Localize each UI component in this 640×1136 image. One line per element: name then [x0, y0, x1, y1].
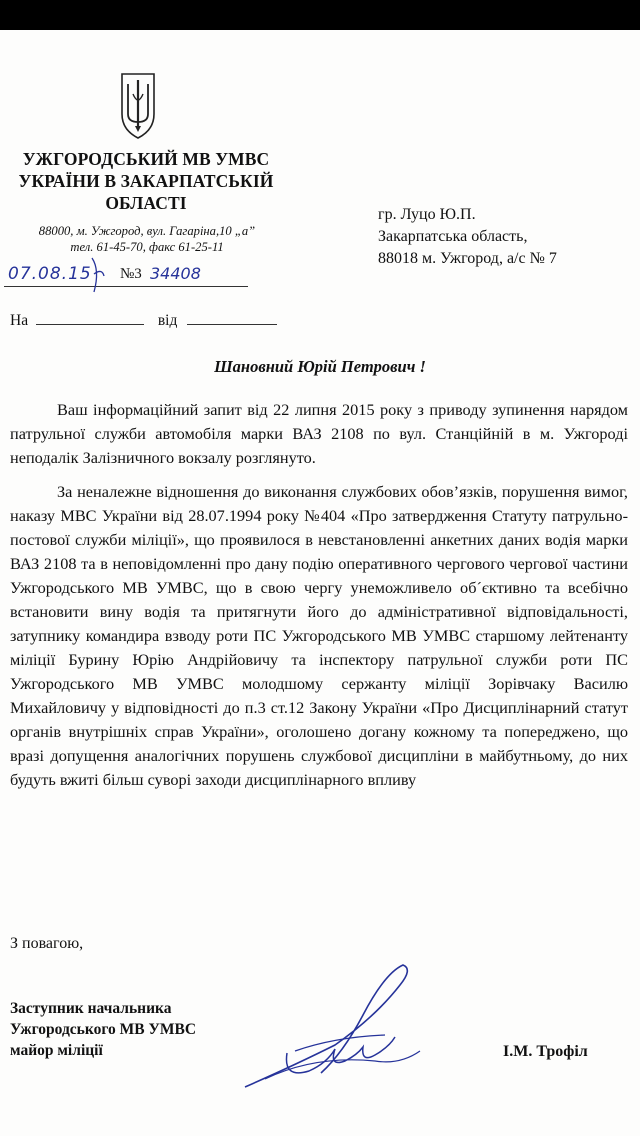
- vid-label: від: [157, 312, 178, 329]
- recipient-block: [378, 204, 638, 270]
- registration-number: 34408: [150, 264, 201, 283]
- organization-name: [0, 148, 292, 214]
- closing: З повагою,: [10, 935, 84, 952]
- hand-mark-icon: [86, 256, 108, 294]
- recipient-line-2: Закарпатська область,: [378, 228, 528, 245]
- registration-number-prefix: №3: [120, 266, 142, 282]
- position-line-1: Заступник начальника: [10, 1000, 172, 1017]
- letter-body: [10, 398, 628, 802]
- paragraph-1: Ваш інформаційний запит від 22 липня 2015 року з приводу зупинення нарядом патрульної служби автомобіля марки ВАЗ 2108 по вул. Станційній в м. Ужгороді неподалік Залізничного вокзалу розглянуто.: [10, 400, 628, 467]
- greeting: Шановний Юрій Петрович !: [214, 357, 426, 376]
- trident-emblem-icon: [116, 70, 160, 142]
- position-line-2: Ужгородського МВ УМВС: [10, 1021, 197, 1038]
- position-line-3: майор міліції: [10, 1042, 103, 1059]
- phone-line: тел. 61-45-70, факс 61-25-11: [70, 240, 224, 254]
- registration-line: [2, 262, 250, 290]
- reference-line: [10, 312, 277, 330]
- registration-underline: [4, 286, 248, 287]
- org-line-3: ОБЛАСТІ: [105, 193, 187, 213]
- paragraph-2: За неналежне відношення до виконання службових обов’язків, порушення вимог, наказу МВС України від 28.07.1994 року №404 «Про затвердження Статуту патрульно-постової служби міліції», що проявилося в невстановленні анкетних даних водія марки ВАЗ 2108 та в неповідомленні про дану подію оперативного чергового чергової частини Ужгородського МВ УМВС, що в свою чергу унеможливело об´єктивно та всебічно встановити вину водія та притягнути його до адміністративної відповідальності, затупнику командира взводу роти ПС Ужгородського МВ УМВС старшому лейтенанту міліції Бурину Юрію Андрійовичу та інспектору патрульної служби роти ПС Ужгородського МВ УМВС молодшому сержанту міліції Зорівчаку Василю Михайловичу у відповідності до п.3 ст.12 Закону України «Про Дисциплінарний статут органів внутрішніх справ України», оголошено догану кожному та попереджено, що вразі допущення аналогічних порушень службової дисципліни в майбутньому, до них будуть вжиті більш суворі заходи дисциплінарного впливу: [10, 482, 628, 789]
- vid-blank: [187, 324, 277, 325]
- handwritten-signature: [225, 955, 430, 1095]
- registration-date: 07.08.15: [8, 264, 92, 284]
- org-line-1: УЖГОРОДСЬКИЙ МВ УМВС: [22, 149, 270, 169]
- signatory-position: [10, 998, 196, 1061]
- na-blank: [36, 324, 144, 325]
- letter-page: [0, 30, 640, 1136]
- recipient-line-1: гр. Луцо Ю.П.: [378, 206, 476, 223]
- signatory-name: І.М. Трофіл: [503, 1043, 588, 1060]
- na-label: На: [10, 312, 29, 329]
- recipient-line-3: 88018 м. Ужгород, а/с № 7: [378, 250, 557, 267]
- organization-address: [14, 223, 280, 255]
- address-line: 88000, м. Ужгород, вул. Гагаріна,10 „а”: [38, 224, 256, 238]
- org-line-2: УКРАЇНИ В ЗАКАРПАТСЬКІЙ: [18, 171, 274, 191]
